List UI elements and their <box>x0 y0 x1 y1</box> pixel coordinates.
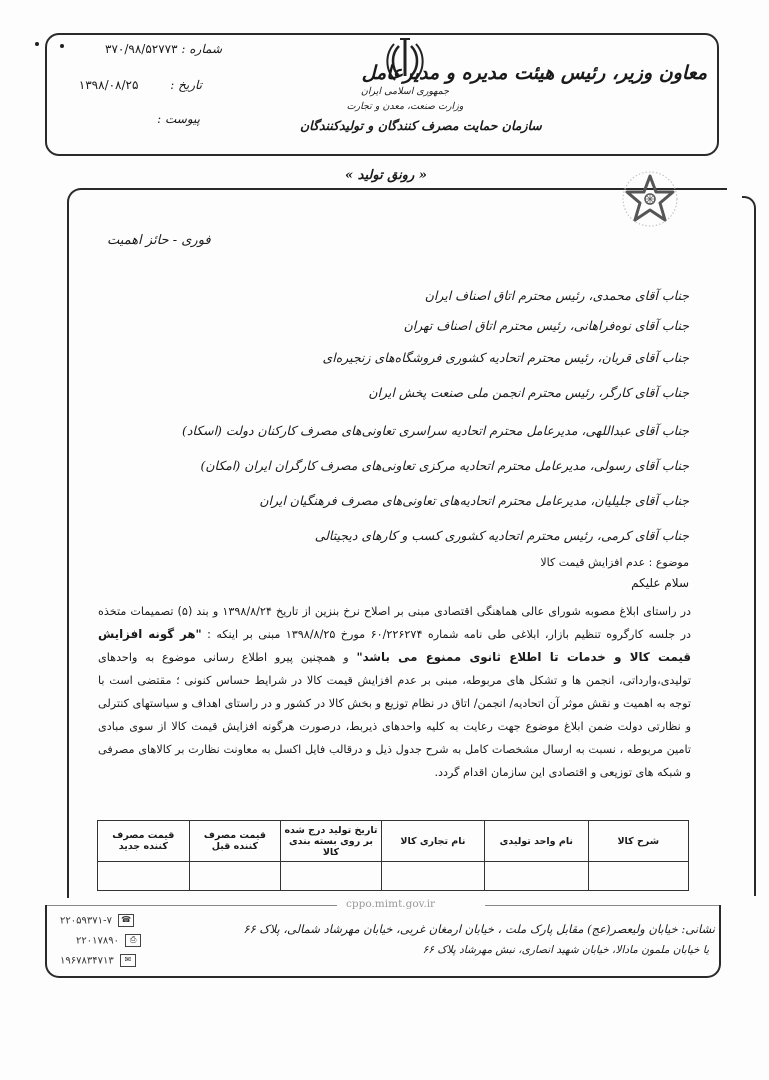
table-cell <box>281 862 381 891</box>
fax-number: ۲۲۰۱۷۸۹۰ <box>76 935 119 947</box>
footer-box <box>45 905 721 978</box>
letter-body-right-border <box>742 196 756 896</box>
letter-number-value: ۳۷۰/۹۸/۵۲۷۷۳ <box>105 42 178 56</box>
phone-row <box>60 914 134 927</box>
body-emphasis: "هر گونه افزایش قیمت کالا و خدمات تا اطلاع ثانوی ممنوع می باشد" <box>98 627 691 664</box>
website-url: cppo.mimt.gov.ir <box>340 898 441 910</box>
addressee-line: جناب آقای کرمی، رئیس محترم اتحادیه کشوری کسب و کارهای دیجیتالی <box>314 528 689 543</box>
letter-title: معاون وزیر، رئیس هیئت مدیره و مدیرعامل <box>361 62 707 84</box>
col-header-production-date: تاریخ تولید درج شده بر روی بسته بندی کالا <box>281 821 381 862</box>
addressee-line: جناب آقای عبداللهی، مدیرعامل محترم اتحادیه سراسری تعاونی‌های مصرف کارکنان دولت (اسکاد) <box>181 423 689 438</box>
col-header-producer: نام واحد تولیدی <box>485 821 588 862</box>
body-paragraph <box>98 600 691 784</box>
col-header-new-price: قیمت مصرف کننده جدید <box>98 821 190 862</box>
col-header-description: شرح کالا <box>588 821 688 862</box>
table-cell <box>381 862 484 891</box>
subject-line: موضوع : عدم افزایش قیمت کالا <box>540 556 689 569</box>
letter-number-label: شماره : <box>181 42 222 56</box>
letter-attachment-row <box>140 112 200 126</box>
goods-table-header-row <box>98 821 689 862</box>
table-cell <box>189 862 281 891</box>
addressee-line: جناب آقای جلیلیان، مدیرعامل محترم اتحادیه‌های تعاونی‌های مصرف فرهنگیان ایران <box>259 493 689 508</box>
addressee-line: جناب آقای کارگر، رئیس محترم انجمن ملی صنعت پخش ایران <box>368 385 689 400</box>
addressee-line: جناب آقای نوه‌فراهانی، رئیس محترم اتاق اصناف تهران <box>403 318 689 333</box>
postal-code: ۱۹۶۷۸۳۴۷۱۳ <box>60 955 114 967</box>
address-line: نشانی: خیابان ولیعصر(عج) مقابل پارک ملت ، خیابان ارمغان غربی، خیابان مهرشاد شمالی، پلاک ۶۶ <box>243 922 715 936</box>
body-text-part2: و همچنین پیرو اطلاع رسانی موضوع به واحدهای تولیدی،وارداتی، انجمن ها و تشکل های مربوطه، مبنی بر عدم افزایش قیمت کالا در شرایط حساس کنونی ؛ مقتضی است با توجه به اهمیت و نقش موثر آن اتحادیه/ انجمن/ اتاق در نظام توزیع و بخش کالا در کشور و در راستای اهداف و سیاستهای کنترلی و نظارتی دولت ضمن ابلاغ موضوع جهت رعایت به کلیه واحدهای ذیربط، درصورت هرگونه افزایش قیمت کالا از سوی مبادی تامین مربوطه ، نسبت به ارسال مشخصات کامل به شرح جدول ذیل و درقالب فایل اکسل به معاونت نظارت بر کالاهای مصرفی و شبکه های توزیعی و اقتصادی این سازمان اقدام گردد. <box>98 651 691 779</box>
fax-icon: ⎙ <box>125 934 141 947</box>
urgency-note: فوری - حائز اهمیت <box>107 233 211 248</box>
col-header-old-price: قیمت مصرف کننده قبل <box>189 821 281 862</box>
slogan: « رونق تولید » <box>345 168 427 183</box>
table-row <box>98 862 689 891</box>
country-name: جمهوری اسلامی ایران <box>360 86 450 97</box>
phone-number: ۲۲۰۵۹۳۷۱-۷ <box>60 915 112 927</box>
greeting: سلام علیکم <box>631 576 689 590</box>
organization-logo-icon <box>619 168 681 230</box>
table-cell <box>588 862 688 891</box>
letter-attachment-label: پیوست : <box>157 112 200 126</box>
envelope-icon: ✉ <box>120 954 136 967</box>
scan-dot <box>35 42 39 46</box>
addressee-line: جناب آقای قربان، رئیس محترم اتحادیه کشوری فروشگاه‌های زنجیره‌ای <box>322 350 689 365</box>
table-cell <box>485 862 588 891</box>
table-cell <box>98 862 190 891</box>
col-header-brand: نام تجاری کالا <box>381 821 484 862</box>
postal-row <box>60 954 136 967</box>
telephone-icon: ☎ <box>118 914 134 927</box>
goods-table <box>97 820 689 891</box>
letter-number-row <box>62 42 222 56</box>
letter-date-row <box>62 78 202 92</box>
fax-row <box>76 934 141 947</box>
letter-date-label: تاریخ : <box>170 78 202 92</box>
address-line: یا خیابان ملمون مادالا، خیابان شهید انصاری، نبش مهرشاد پلاک ۶۶ <box>422 944 709 956</box>
addressee-line: جناب آقای رسولی، مدیرعامل محترم اتحادیه مرکزی تعاونی‌های مصرف کارگران ایران (امکان) <box>200 458 689 473</box>
organization-name: سازمان حمایت مصرف کنندگان و تولیدکنندگان <box>300 118 542 133</box>
letter-date-value: ۱۳۹۸/۰۸/۲۵ <box>78 78 139 92</box>
body-text-part1: در راستای ابلاغ مصوبه شورای عالی هماهنگی اقتصادی مبنی بر اصلاح نرخ بنزین از تاریخ ۱۳۹۸/۸/۲۴ و بند (۵) تصمیمات متخذه در جلسه کارگروه تنظیم بازار، ابلاغی طی نامه شماره ۶۰/۲۲۶۲۷۴ مورخ ۱۳۹۸/۸/۲۵ مبنی بر اینکه : <box>98 605 692 641</box>
addressee-line: جناب آقای محمدی، رئیس محترم اتاق اصناف ایران <box>424 288 689 303</box>
ministry-name: وزارت صنعت، معدن و تجارت <box>346 101 464 112</box>
